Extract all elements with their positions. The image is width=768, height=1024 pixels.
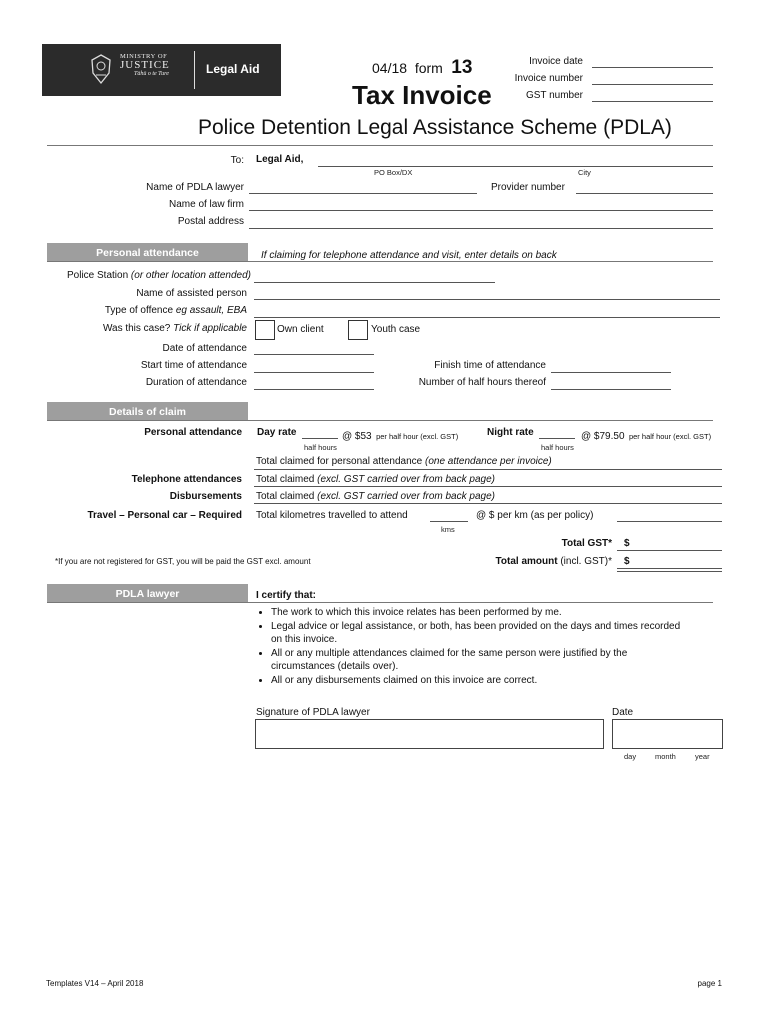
own-client-label: Own client: [277, 324, 324, 335]
law-firm-label: Name of law firm: [168, 199, 244, 210]
ministry-of-justice-logo: [42, 44, 281, 96]
youth-case-label: Youth case: [371, 324, 421, 335]
day-rate-field[interactable]: [302, 438, 338, 439]
legal-aid-logo-text: Legal Aid: [206, 62, 260, 76]
certify-item: • All or any disbursements claimed on this invoice are correct.: [271, 674, 687, 688]
night-rate-field[interactable]: [539, 438, 575, 439]
half-hours-count-label: Number of half hours thereof: [418, 377, 546, 388]
telephone-total-label: Total claimed (excl. GST carried over from back page): [256, 474, 495, 485]
disbursements-total-label: Total claimed (excl. GST carried over from back page): [256, 491, 495, 502]
certify-item: • All or any multiple attendances claimed for the same person were justified by the circumstances (details over).: [271, 647, 687, 674]
signature-box[interactable]: [255, 719, 604, 749]
day-half-hours-label: half hours: [304, 443, 337, 452]
disbursements-total-field[interactable]: [254, 503, 722, 504]
telephone-total-field[interactable]: [254, 486, 722, 487]
signature-label: Signature of PDLA lawyer: [256, 707, 370, 718]
start-time-label: Start time of attendance: [140, 360, 247, 371]
day-label: day: [624, 752, 637, 761]
details-of-claim-heading: Details of claim: [47, 402, 248, 421]
duration-field[interactable]: [254, 389, 374, 390]
total-gst-field[interactable]: [617, 550, 722, 551]
year-label: year: [695, 752, 710, 761]
offence-type-field[interactable]: [254, 317, 720, 318]
gst-dollar: $: [624, 538, 630, 549]
night-rate-label: Night rate: [487, 427, 534, 438]
police-station-label: Police Station (or other location attended): [66, 270, 251, 281]
per-km-label: @ $ per km (as per policy): [476, 510, 594, 521]
police-station-field[interactable]: [254, 282, 495, 283]
day-rate-gst: per half hour (excl. GST): [376, 432, 459, 441]
personal-attendance-heading: Personal attendance: [47, 243, 248, 262]
attendance-date-field[interactable]: [254, 354, 374, 355]
attendance-date-label: Date of attendance: [162, 343, 247, 354]
postal-address-field[interactable]: [249, 228, 713, 229]
form-number: 13: [451, 57, 473, 78]
invoice-number-label: Invoice number: [514, 73, 583, 84]
total-gst-label: Total GST*: [561, 538, 612, 549]
city-label: City: [578, 168, 591, 177]
postal-address-label: Postal address: [177, 216, 244, 227]
travel-label: Travel – Personal car – Required: [87, 510, 242, 521]
invoice-number-field[interactable]: [592, 84, 713, 85]
coat-of-arms-icon: [88, 53, 114, 85]
night-rate-amount: @ $79.50: [581, 431, 625, 442]
footer-template: Templates V14 – April 2018: [46, 979, 144, 988]
provider-number-field[interactable]: [576, 193, 713, 194]
finish-time-field[interactable]: [551, 372, 671, 373]
day-rate-amount: @ $53: [342, 431, 372, 442]
youth-case-checkbox[interactable]: [348, 320, 368, 340]
half-hours-count-field[interactable]: [551, 389, 671, 390]
certification-list: [257, 606, 687, 688]
assisted-person-label: Name of assisted person: [136, 288, 247, 299]
kms-label: kms: [441, 525, 455, 534]
case-question-label: Was this case? Tick if applicable: [102, 323, 247, 334]
month-label: month: [655, 752, 676, 761]
travel-total-field[interactable]: [617, 521, 722, 522]
provider-number-label: Provider number: [491, 182, 565, 193]
gst-number-label: GST number: [525, 90, 583, 101]
certify-item: • Legal advice or legal assistance, or both, has been provided on the days and times recorded on this invoice.: [271, 620, 687, 647]
to-label: To:: [230, 155, 244, 166]
night-rate-gst: per half hour (excl. GST): [628, 432, 712, 441]
telephone-note: If claiming for telephone attendance and visit, enter details on back: [261, 250, 557, 261]
day-rate-label: Day rate: [257, 427, 297, 438]
certify-item: • The work to which this invoice relates has been performed by me.: [271, 606, 687, 620]
invoice-date-field[interactable]: [592, 67, 713, 68]
gst-note: *If you are not registered for GST, you will be paid the GST excl. amount: [55, 557, 311, 566]
law-firm-field[interactable]: [249, 210, 713, 211]
to-value: Legal Aid,: [256, 154, 304, 165]
claim-personal-attendance-label: Personal attendance: [144, 427, 242, 438]
total-km-label: Total kilometres travelled to attend: [256, 510, 408, 521]
pdla-lawyer-heading: PDLA lawyer: [47, 584, 248, 603]
lawyer-name-label: Name of PDLA lawyer: [146, 182, 244, 193]
total-amount-label: Total amount (incl. GST)*: [495, 556, 612, 567]
form-title: Tax Invoice: [352, 80, 492, 110]
ministry-text: MINISTRY OF: [120, 53, 168, 60]
form-code: 04/18 form: [372, 60, 443, 76]
start-time-field[interactable]: [254, 372, 374, 373]
maori-text: Tāhū o te Ture: [134, 71, 169, 77]
total-km-field[interactable]: [430, 521, 468, 522]
po-box-label: PO Box/DX: [374, 168, 413, 177]
total-amount-field[interactable]: [617, 568, 722, 569]
justice-text: JUSTICE: [120, 59, 170, 71]
date-label: Date: [612, 707, 634, 718]
finish-time-label: Finish time of attendance: [434, 360, 546, 371]
invoice-date-label: Invoice date: [529, 56, 583, 67]
signature-date-box[interactable]: [612, 719, 723, 749]
telephone-attendances-label: Telephone attendances: [131, 474, 242, 485]
disbursements-label: Disbursements: [169, 491, 242, 502]
own-client-checkbox[interactable]: [255, 320, 275, 340]
duration-label: Duration of attendance: [145, 377, 247, 388]
night-half-hours-label: half hours: [541, 443, 574, 452]
gst-number-field[interactable]: [592, 101, 713, 102]
to-address-field[interactable]: [318, 166, 713, 167]
footer-page: page 1: [697, 979, 722, 988]
offence-type-label: Type of offence eg assault, EBA: [104, 305, 247, 316]
certify-heading: I certify that:: [256, 590, 317, 601]
amount-dollar: $: [624, 556, 630, 567]
assisted-person-field[interactable]: [254, 299, 720, 300]
lawyer-name-field[interactable]: [249, 193, 477, 194]
total-personal-label: Total claimed for personal attendance (one attendance per invoice): [256, 456, 552, 467]
total-personal-field[interactable]: [254, 469, 722, 470]
form-subtitle: Police Detention Legal Assistance Scheme (PDLA): [198, 116, 672, 139]
